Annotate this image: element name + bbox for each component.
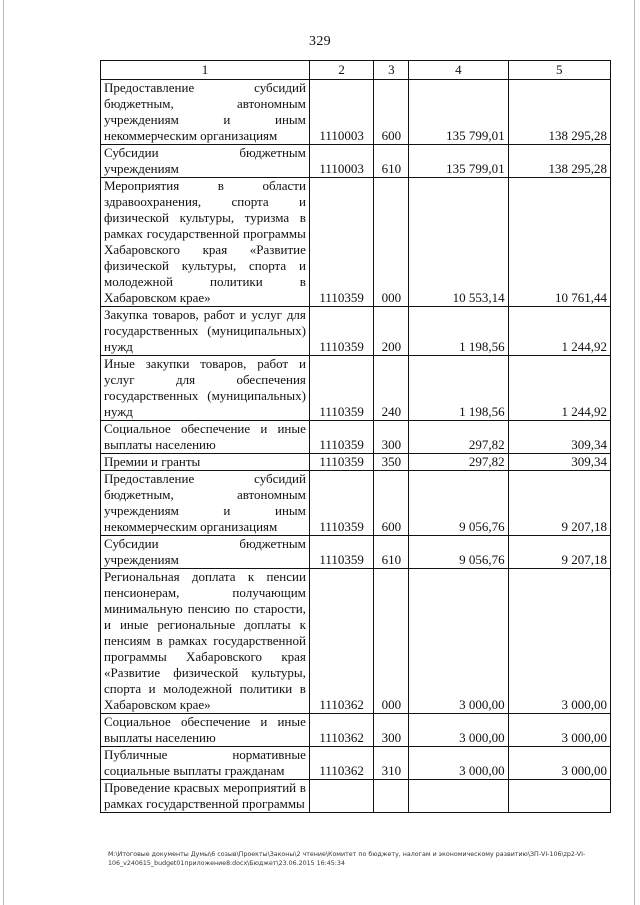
row-value-2-cell: 309,34 [508,421,610,454]
row-type-cell: 610 [374,536,409,569]
row-value-1-cell [409,780,508,813]
row-value-2-cell: 138 295,28 [508,80,610,145]
column-header-4: 4 [409,61,508,80]
row-value-2-cell: 9 207,18 [508,536,610,569]
table-row [101,178,611,307]
row-name-cell: Закупка товаров, работ и услуг для государственных (муниципальных) нужд [101,307,310,356]
row-name-cell: Премии и гранты [101,454,310,471]
row-value-1-cell: 1 198,56 [409,307,508,356]
row-name-cell: Субсидии бюджетным учреждениям [101,536,310,569]
row-type-cell: 300 [374,421,409,454]
row-value-1-cell: 1 198,56 [409,356,508,421]
table-row [101,421,611,454]
row-value-1-cell: 3 000,00 [409,569,508,714]
table-row [101,780,611,813]
row-type-cell: 240 [374,356,409,421]
row-code-cell: 1110362 [309,714,374,747]
scan-edge-left [3,0,4,905]
row-type-cell: 610 [374,145,409,178]
row-value-1-cell: 297,82 [409,454,508,471]
row-name-cell: Региональная доплата к пенсии пенсионерам, получающим минимальную пенсию по старости, и иные региональные доплаты к пенсиям в рамках государственной программы Хабаровского края «Развитие физической культуры, спорта и молодежной политики в Хабаровском крае» [101,569,310,714]
row-code-cell: 1110359 [309,536,374,569]
row-code-cell: 1110362 [309,747,374,780]
row-value-1-cell: 9 056,76 [409,536,508,569]
row-type-cell: 300 [374,714,409,747]
row-value-2-cell: 1 244,92 [508,307,610,356]
table-body [101,80,611,813]
row-value-1-cell: 297,82 [409,421,508,454]
row-code-cell: 1110003 [309,80,374,145]
row-value-1-cell: 135 799,01 [409,145,508,178]
table-row [101,714,611,747]
row-value-2-cell: 309,34 [508,454,610,471]
row-name-cell: Субсидии бюджетным учреждениям [101,145,310,178]
row-code-cell: 1110359 [309,178,374,307]
row-name-cell: Публичные нормативные социальные выплаты гражданам [101,747,310,780]
row-code-cell: 1110359 [309,356,374,421]
row-name-cell: Социальное обеспечение и иные выплаты населению [101,714,310,747]
row-value-2-cell: 3 000,00 [508,714,610,747]
row-type-cell: 000 [374,178,409,307]
row-name-cell: Предоставление субсидий бюджетным, автономным учреждениям и иным некоммерческим организациям [101,471,310,536]
row-value-2-cell: 3 000,00 [508,569,610,714]
row-code-cell: 1110359 [309,454,374,471]
budget-table [100,60,611,813]
row-name-cell: Мероприятия в области здравоохранения, спорта и физической культуры, туризма в рамках государственной программы Хабаровского края «Развитие физической культуры, спорта и молодежной политики в Хабаровском крае» [101,178,310,307]
row-code-cell: 1110362 [309,569,374,714]
row-value-1-cell: 10 553,14 [409,178,508,307]
row-type-cell: 000 [374,569,409,714]
row-code-cell: 1110359 [309,421,374,454]
column-header-5: 5 [508,61,610,80]
document-path-footer: M:\Итоговые документы Думы\6 созыв\Проекты\Законы\2 чтение\Комитет по бюджету, налогам и экономическому развитию\ЗП-VI-106\zp2-VI-106_v240615_budget01приложение8.docx\Бюджет\23.06.2015 16:45:34 [108,851,586,867]
column-header-3: 3 [374,61,409,80]
table-row [101,145,611,178]
row-value-2-cell: 138 295,28 [508,145,610,178]
table-row [101,569,611,714]
row-code-cell: 1110003 [309,145,374,178]
row-value-1-cell: 135 799,01 [409,80,508,145]
row-value-2-cell: 1 244,92 [508,356,610,421]
row-value-1-cell: 9 056,76 [409,471,508,536]
page-number: 329 [309,34,331,49]
row-value-2-cell: 3 000,00 [508,747,610,780]
table-row [101,454,611,471]
row-value-2-cell [508,780,610,813]
scan-edge-right [634,0,635,905]
table-header-row [101,61,611,80]
table-row [101,471,611,536]
row-type-cell: 200 [374,307,409,356]
table-row [101,80,611,145]
table-row [101,356,611,421]
table-row [101,536,611,569]
row-type-cell [374,780,409,813]
row-name-cell: Социальное обеспечение и иные выплаты населению [101,421,310,454]
row-code-cell: 1110359 [309,471,374,536]
row-name-cell: Проведение красвых мероприятий в рамках государственной программы [101,780,310,813]
row-name-cell: Предоставление субсидий бюджетным, автономным учреждениям и иным некоммерческим организациям [101,80,310,145]
row-type-cell: 600 [374,471,409,536]
row-value-1-cell: 3 000,00 [409,747,508,780]
row-type-cell: 310 [374,747,409,780]
row-name-cell: Иные закупки товаров, работ и услуг для обеспечения государственных (муниципальных) нужд [101,356,310,421]
row-type-cell: 350 [374,454,409,471]
table-row [101,307,611,356]
row-value-2-cell: 10 761,44 [508,178,610,307]
column-header-2: 2 [309,61,374,80]
table-row [101,747,611,780]
row-value-1-cell: 3 000,00 [409,714,508,747]
row-value-2-cell: 9 207,18 [508,471,610,536]
column-header-1: 1 [101,61,310,80]
row-type-cell: 600 [374,80,409,145]
row-code-cell [309,780,374,813]
row-code-cell: 1110359 [309,307,374,356]
